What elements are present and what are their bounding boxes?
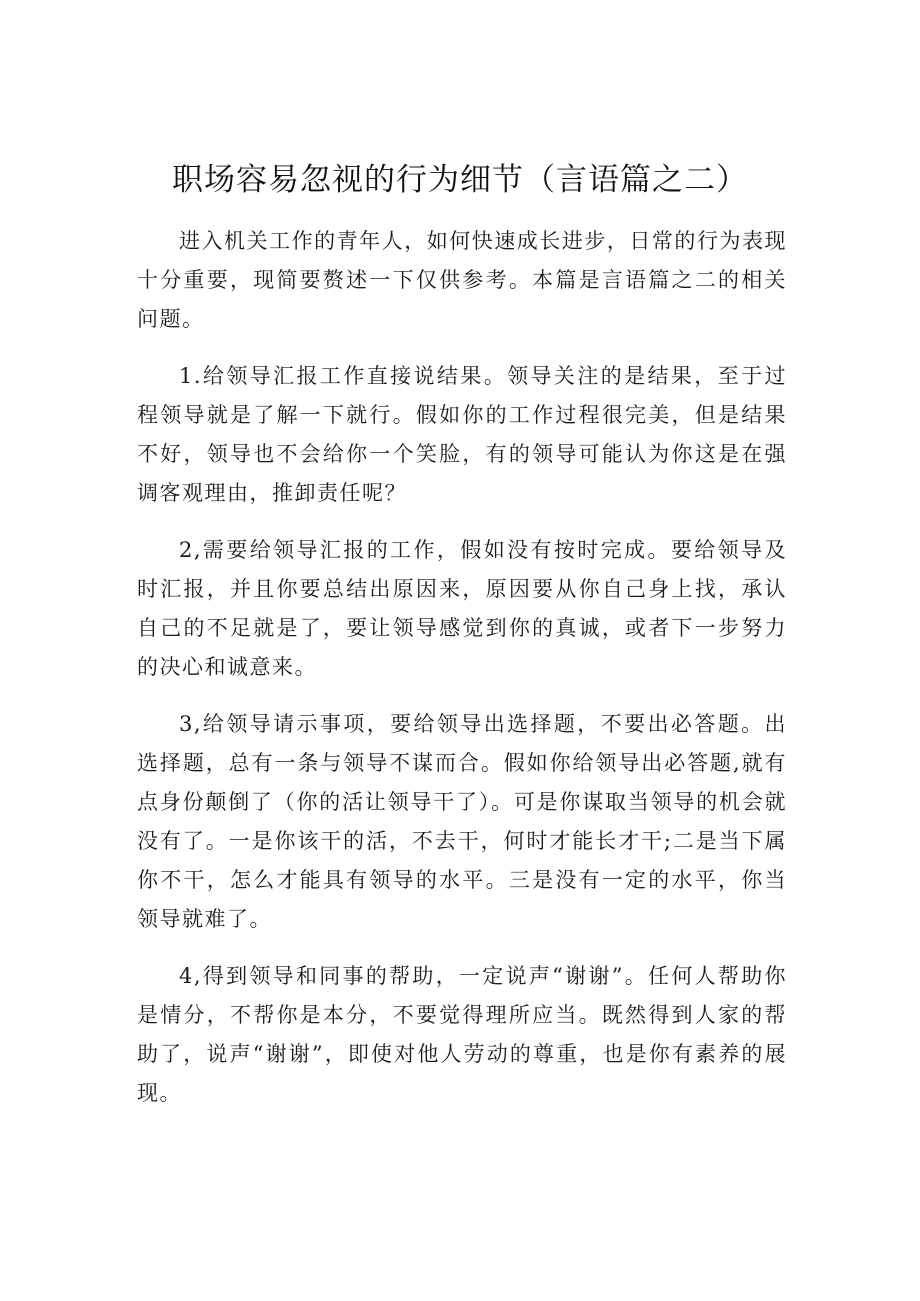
paragraph-intro: 进入机关工作的青年人，如何快速成长进步，日常的行为表现十分重要，现简要赘述一下仅供参考。本篇是言语篇之二的相关问题。 [137,229,787,331]
paragraph-item-2: 2,需要给领导汇报的工作，假如没有按时完成。要给领导及时汇报，并且你要总结出原因来，原因要从你自己身上找，承认自己的不足就是了，要让领导感觉到你的真诚，或者下一步努力的决心和诚意来。 [137,538,787,679]
paragraph-item-1: 1.给领导汇报工作直接说结果。领导关注的是结果，至于过程领导就是了解一下就行。假如你的工作过程很完美，但是结果不好，领导也不会给你一个笑脸，有的领导可能认为你这是在强调客观理由，推卸责任呢？ [137,364,787,505]
document-body [137,222,787,1131]
paragraph-item-4: 4,得到领导和同事的帮助，一定说声“谢谢”。任何人帮助你是情分，不帮你是本分，不要觉得理所应当。既然得到人家的帮助了，说声“谢谢”，即使对他人劳动的尊重，也是你有素养的展现。 [137,964,787,1105]
document-title: 职场容易忽视的行为细节（言语篇之二） [172,162,748,198]
paragraph-item-3: 3,给领导请示事项，要给领导出选择题，不要出必答题。出选择题，总有一条与领导不谋而合。假如你给领导出必答题,就有点身份颠倒了（你的活让领导干了）。可是你谋取当领导的机会就没有了。一是你该干的活，不去干，何时才能长才干;二是当下属你不干，怎么才能具有领导的水平。三是没有一定的水平，你当领导就难了。 [137,712,787,931]
